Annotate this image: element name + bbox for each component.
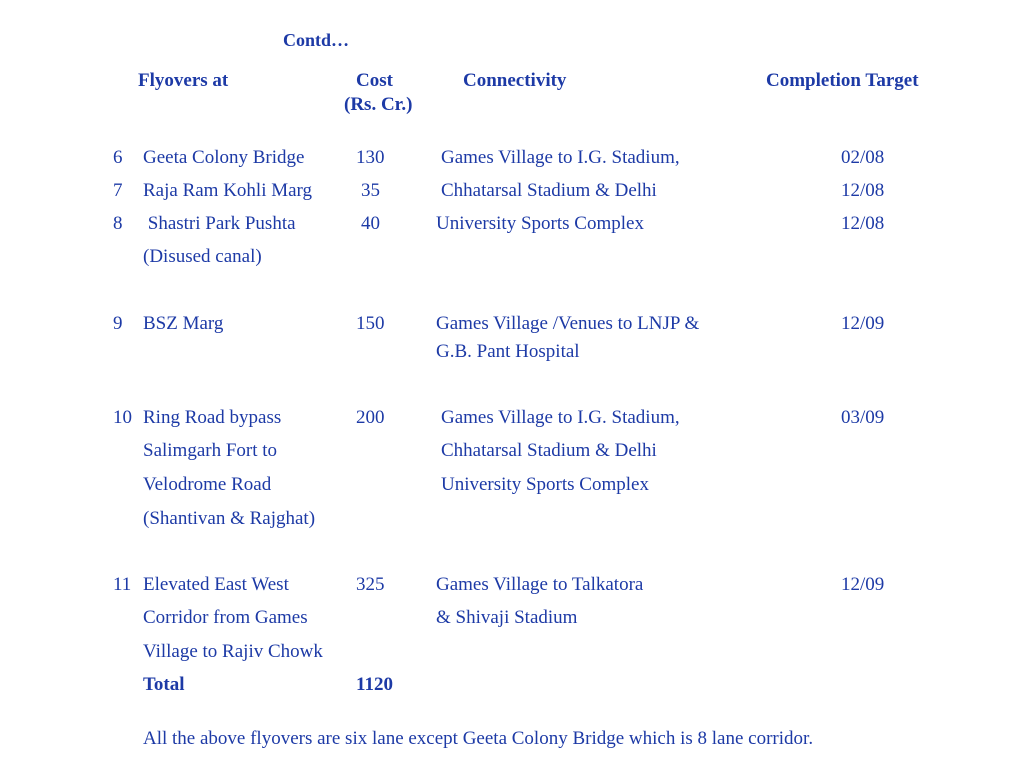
flyover-cost: 130 xyxy=(356,147,385,168)
flyover-cost: 35 xyxy=(361,180,380,201)
flyover-name: BSZ Marg xyxy=(143,313,224,334)
row-number: 6 xyxy=(113,147,123,168)
flyover-cost: 325 xyxy=(356,574,385,595)
flyover-connectivity: G.B. Pant Hospital xyxy=(436,341,580,362)
flyover-connectivity: University Sports Complex xyxy=(436,213,644,234)
total-value: 1120 xyxy=(356,674,393,695)
completion-target: 12/09 xyxy=(841,313,885,334)
header-cost-unit: (Rs. Cr.) xyxy=(344,94,413,115)
header-completion-target: Completion Target xyxy=(766,70,919,91)
flyover-connectivity: & Shivaji Stadium xyxy=(436,607,578,628)
row-number: 7 xyxy=(113,180,123,201)
flyover-name: Elevated East West xyxy=(143,574,289,595)
header-flyovers: Flyovers at xyxy=(138,70,229,91)
flyover-name: Corridor from Games xyxy=(143,607,308,628)
flyover-connectivity: Games Village /Venues to LNJP & xyxy=(436,313,700,334)
row-number: 9 xyxy=(113,313,123,334)
row-number: 10 xyxy=(113,407,132,428)
flyover-name: Village to Rajiv Chowk xyxy=(143,641,323,662)
completion-target: 12/08 xyxy=(841,180,885,201)
header-connectivity: Connectivity xyxy=(463,70,567,91)
completion-target: 12/08 xyxy=(841,213,885,234)
flyover-connectivity: Games Village to I.G. Stadium, xyxy=(441,147,680,168)
flyover-name: Shastri Park Pushta xyxy=(143,213,296,234)
flyover-cost: 200 xyxy=(356,407,385,428)
flyover-name: Velodrome Road xyxy=(143,474,272,495)
flyover-name: Geeta Colony Bridge xyxy=(143,147,305,168)
completion-target: 12/09 xyxy=(841,574,885,595)
flyover-name: (Shantivan & Rajghat) xyxy=(143,508,316,529)
contd-label: Contd… xyxy=(283,30,350,50)
header-cost: Cost xyxy=(356,70,393,91)
row-number: 8 xyxy=(113,213,123,234)
flyover-connectivity: Games Village to Talkatora xyxy=(436,574,644,595)
completion-target: 03/09 xyxy=(841,407,885,428)
flyover-connectivity: Chhatarsal Stadium & Delhi xyxy=(441,180,657,201)
flyover-name: Raja Ram Kohli Marg xyxy=(143,180,313,201)
flyover-connectivity: Chhatarsal Stadium & Delhi xyxy=(441,440,657,461)
completion-target: 02/08 xyxy=(841,147,885,168)
flyover-name: (Disused canal) xyxy=(143,246,262,267)
flyover-cost: 150 xyxy=(356,313,385,334)
flyover-name: Salimgarh Fort to xyxy=(143,440,278,461)
flyover-connectivity: Games Village to I.G. Stadium, xyxy=(441,407,680,428)
row-number: 11 xyxy=(113,574,132,595)
flyover-connectivity: University Sports Complex xyxy=(441,474,649,495)
flyover-name: Ring Road bypass xyxy=(143,407,282,428)
footnote: All the above flyovers are six lane except Geeta Colony Bridge which is 8 lane corridor. xyxy=(143,728,814,749)
total-label: Total xyxy=(143,674,185,695)
flyover-cost: 40 xyxy=(361,213,380,234)
